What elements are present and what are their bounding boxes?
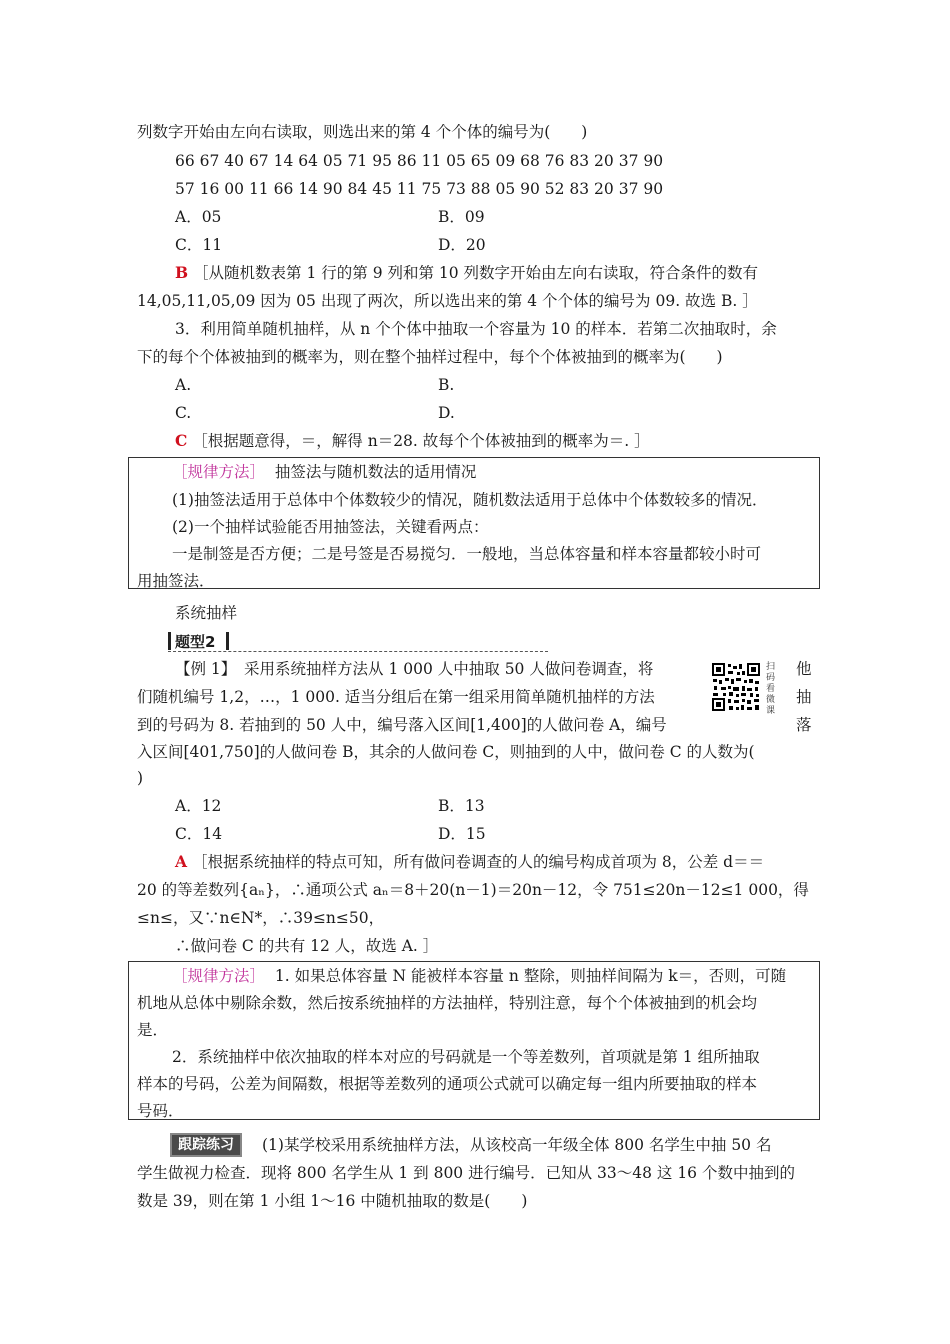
question-3-line-1: 3．利用简单随机抽样，从 n 个个体中抽取一个容量为 10 的样本．若第二次抽取时，余 <box>175 320 777 338</box>
method-box-1-p2: (2)一个抽样试验能否用抽签法，关键看两点： <box>172 518 489 536</box>
section-tag: 题型2 <box>175 633 216 651</box>
example-line-5: ) <box>137 769 144 787</box>
question-intro-line: 列数字开始由左向右读取，则选出来的第 4 个个体的编号为( ) <box>137 123 588 141</box>
example-option-b: B．13 <box>438 797 485 815</box>
practice-tag: 跟踪练习 <box>170 1133 242 1157</box>
q3-answer <box>175 431 650 451</box>
q3-option-a: A. <box>175 376 192 394</box>
practice-line-1: (1)某学校采用系统抽样方法，从该校高一年级全体 800 名学生中抽 50 名 <box>262 1136 772 1154</box>
qr-caption <box>766 662 775 717</box>
example-answer-line-1 <box>175 852 764 872</box>
answer-letter: B <box>175 263 189 282</box>
qr-caption-char: 码 <box>766 673 776 683</box>
section-divider <box>168 651 548 652</box>
method-tag: ［规律方法］ <box>172 463 266 481</box>
qr-code-icon[interactable] <box>711 662 761 712</box>
method-box-2-p3: 是． <box>137 1021 169 1039</box>
section-tag-bar-right <box>226 632 229 650</box>
example-line-2: 们随机编号 1,2，…，1 000. 适当分组后在第一组采用简单随机抽样的方法 <box>137 688 655 706</box>
q3-answer-text: ［根据题意得，＝，解得 n＝28. 故每个个体被抽到的概率为＝. ］ <box>192 432 650 450</box>
example-line-3-end: 落 <box>796 716 812 734</box>
example-line-4: 入区间[401,750]的人做问卷 B，其余的人做问卷 C，则抽到的人中，做问卷 C 的人数为( <box>137 743 755 761</box>
example-answer-letter: A <box>175 852 188 871</box>
q3-option-d: D. <box>438 404 455 422</box>
method-box-2-p6: 号码． <box>137 1102 184 1120</box>
method-box-2-p2: 机地从总体中剔除余数，然后按系统抽样的方法抽样，特别注意，每个个体被抽到的机会均 <box>137 994 758 1012</box>
example-line-3: 到的号码为 8. 若抽到的 50 人中，编号落入区间[1,400]的人做问卷 A，编号 <box>137 716 667 734</box>
option-a: A．05 <box>175 208 222 226</box>
method-title: 抽签法与随机数法的适用情况 <box>274 463 477 481</box>
q3-option-c: C. <box>175 404 192 422</box>
section-tag-bar-left <box>168 632 171 650</box>
method-box-1-p4: 用抽签法． <box>137 572 215 590</box>
qr-caption-char: 课 <box>766 706 776 716</box>
example-answer-line-2: 20 的等差数列{aₙ}，∴通项公式 aₙ＝8＋20(n－1)＝20n－12，令 751≤20n－12≤1 000，得 <box>137 881 809 899</box>
practice-line-2: 学生做视力检查．现将 800 名学生从 1 到 800 进行编号．已知从 33～48 这 16 个数中抽到的 <box>137 1164 795 1182</box>
qr-caption-char: 微 <box>766 695 776 705</box>
qr-caption-char: 扫 <box>766 662 776 672</box>
method-box-1-p1: (1)抽签法适用于总体中个体数较少的情况，随机数法适用于总体中个体数较多的情况． <box>172 491 768 509</box>
practice-line-3: 数是 39，则在第 1 小组 1～16 中随机抽取的数是( ) <box>137 1192 528 1210</box>
method-box-2-p1 <box>172 966 786 986</box>
example-option-c: C．14 <box>175 825 223 843</box>
random-table-row-2: 57 16 00 11 66 14 90 84 45 11 75 73 88 05 90 52 83 20 37 90 <box>175 180 664 198</box>
example-option-d: D．15 <box>438 825 486 843</box>
example-line-1-end: 他 <box>796 660 812 678</box>
option-d: D．20 <box>438 236 486 254</box>
q3-option-b: B. <box>438 376 455 394</box>
method-tag: ［规律方法］ <box>172 967 266 985</box>
example-answer-line-4: ∴做问卷 C 的共有 12 人，故选 A. ］ <box>175 937 439 955</box>
method-box-2-p1-text: 1. 如果总体容量 N 能被样本容量 n 整除，则抽样间隔为 k＝，否则，可随 <box>274 967 787 985</box>
example-option-a: A．12 <box>175 797 222 815</box>
example-line-1: 【例 1】 采用系统抽样方法从 1 000 人中抽取 50 人做问卷调查，将 <box>175 660 654 678</box>
option-c: C．11 <box>175 236 223 254</box>
answer-text: ［从随机数表第 1 行的第 9 列和第 10 列数字开始由左向右读取，符合条件的数有 <box>193 264 759 282</box>
example-line-2-end: 抽 <box>796 688 812 706</box>
answer-line-2: 14,05,11,05,09 因为 05 出现了两次，所以选出来的第 4 个个体的编号为 09. 故选 B. ］ <box>137 292 758 310</box>
method-box-2-p4: 2．系统抽样中依次抽取的样本对应的号码就是一个等差数列，首项就是第 1 组所抽取 <box>172 1048 760 1066</box>
example-answer-line-3: ≤n≤，又∵n∈N*，∴39≤n≤50， <box>137 909 385 927</box>
random-table-row-1: 66 67 40 67 14 64 05 71 95 86 11 05 65 09 68 76 83 20 37 90 <box>175 152 664 170</box>
question-3-line-2: 下的每个个体被抽到的概率为，则在整个抽样过程中，每个个体被抽到的概率为( ) <box>137 348 723 366</box>
example-answer-text: ［根据系统抽样的特点可知，所有做问卷调查的人的编号构成首项为 8，公差 d＝＝ <box>191 853 765 871</box>
q3-answer-letter: C <box>175 431 188 450</box>
answer-line-1 <box>175 263 758 283</box>
method-box-1-p3: 一是制签是否方便；二是号签是否易搅匀．一般地，当总体容量和样本容量都较小时可 <box>172 545 762 563</box>
method-box-2-p5: 样本的号码，公差为间隔数，根据等差数列的通项公式就可以确定每一组内所要抽取的样本 <box>137 1075 758 1093</box>
option-b: B．09 <box>438 208 485 226</box>
method-box-1-header <box>172 462 476 482</box>
qr-caption-char: 看 <box>766 684 776 694</box>
section-title: 系统抽样 <box>175 604 238 622</box>
